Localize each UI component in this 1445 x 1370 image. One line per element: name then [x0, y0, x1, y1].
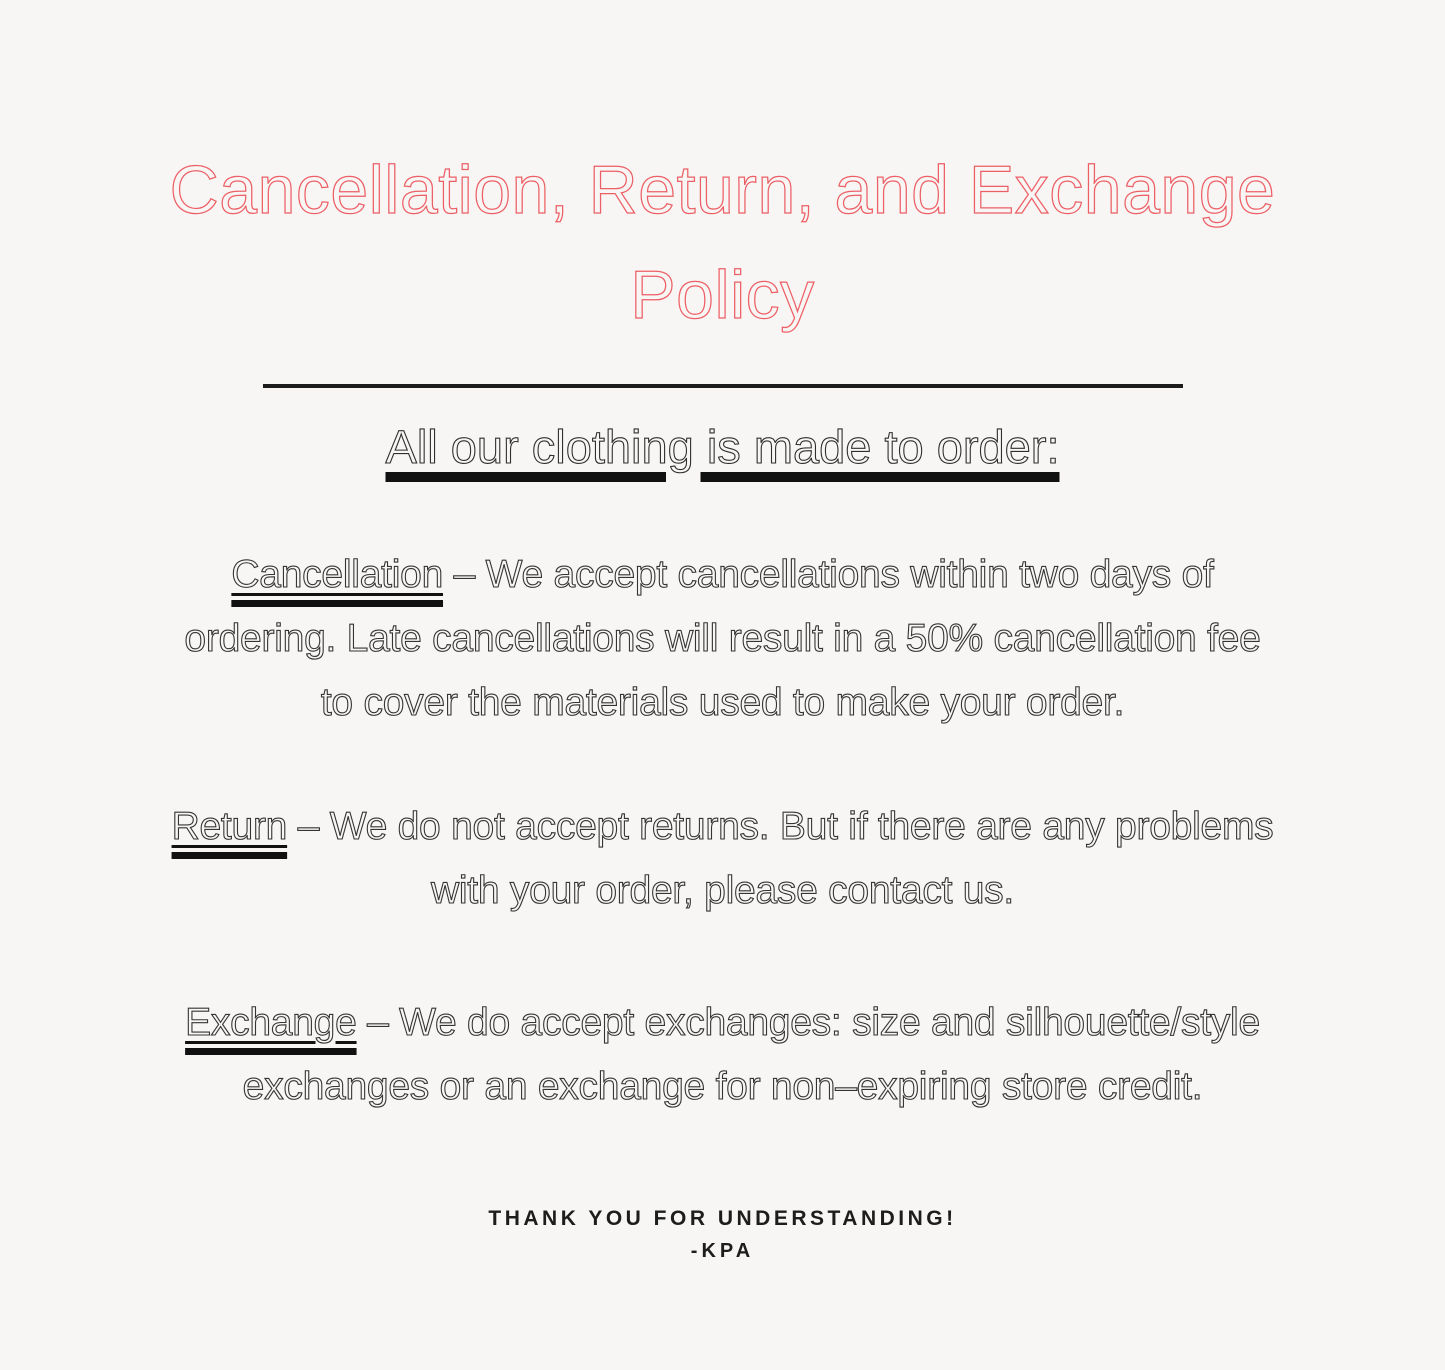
title-divider — [263, 384, 1183, 388]
exchange-line-1-text: – We do accept exchanges: size and silhouette/style — [356, 1001, 1260, 1044]
footer-signature: -KPA — [690, 1240, 755, 1262]
cancellation-paragraph — [0, 543, 1445, 735]
footer — [0, 1203, 1445, 1267]
exchange-line-1 — [0, 991, 1445, 1055]
made-to-order-heading-text: All our clothing is made to order: — [385, 420, 1060, 473]
return-line-1 — [0, 795, 1445, 859]
exchange-paragraph — [0, 991, 1445, 1119]
return-line-1-text: – We do not accept returns. But if there are any problems — [287, 805, 1274, 848]
return-paragraph — [0, 795, 1445, 923]
page-title-line-2: Policy — [630, 257, 815, 333]
exchange-section — [0, 991, 1445, 1119]
cancellation-term: Cancellation — [231, 553, 444, 596]
page-title — [0, 138, 1445, 348]
cancellation-section — [0, 543, 1445, 735]
cancellation-line-2: ordering. Late cancellations will result in a 50% cancellation fee — [184, 617, 1261, 660]
footer-thanks-text: THANK YOU FOR UNDERSTANDING! — [488, 1207, 957, 1230]
return-line-2: with your order, please contact us. — [430, 869, 1015, 912]
exchange-line-2: exchanges or an exchange for non–expiring store credit. — [242, 1065, 1203, 1108]
return-term: Return — [171, 805, 288, 848]
page-title-line-1: Cancellation, Return, and Exchange — [169, 152, 1276, 228]
made-to-order-heading — [0, 416, 1445, 477]
cancellation-line-3: to cover the materials used to make your order. — [320, 681, 1125, 724]
cancellation-line-1 — [0, 543, 1445, 607]
cancellation-line-1-text: – We accept cancellations within two days of — [443, 553, 1214, 596]
return-section — [0, 795, 1445, 923]
exchange-term: Exchange — [185, 1001, 357, 1044]
